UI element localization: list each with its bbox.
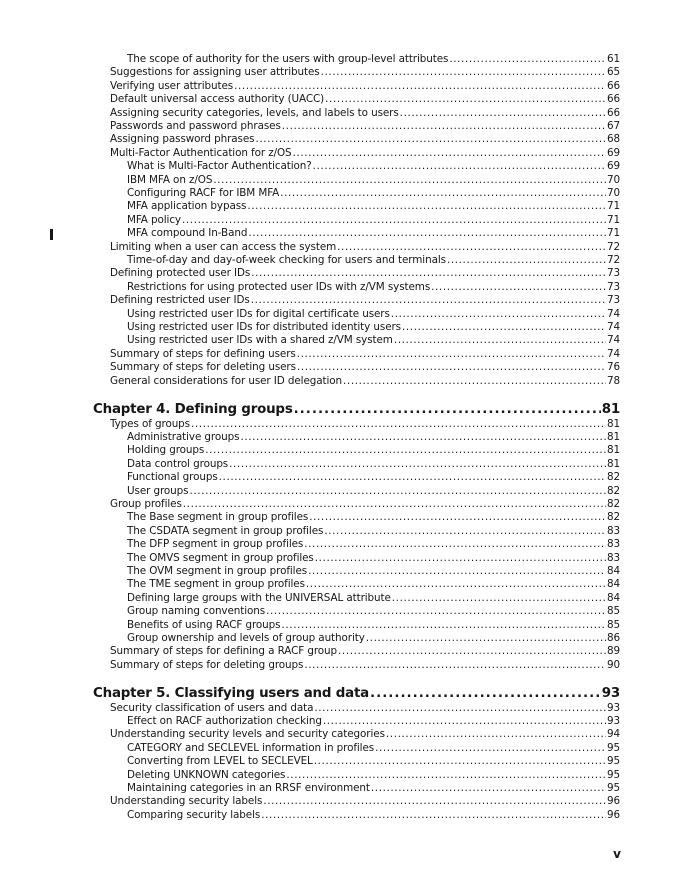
toc-entry[interactable]: [127, 444, 620, 457]
toc-dot-leader: [391, 308, 606, 321]
toc-entry-title: General considerations for user ID delegation: [110, 374, 343, 387]
toc-dot-leader: [251, 294, 606, 307]
toc-page-number: 69: [606, 160, 620, 173]
toc-entry-title: Suggestions for assigning user attributes: [110, 66, 320, 79]
toc-entry[interactable]: [127, 200, 620, 213]
toc-page-number: 81: [606, 457, 620, 470]
toc-entry-title: Benefits of using RACF groups: [127, 618, 281, 631]
toc-entry[interactable]: [110, 795, 620, 808]
toc-page-number: 73: [606, 267, 620, 280]
toc-entry[interactable]: [127, 592, 620, 605]
toc-chapter-heading[interactable]: [93, 401, 620, 418]
toc-dot-leader: [315, 552, 606, 565]
toc-dot-leader: [251, 267, 606, 280]
toc-page-number: 61: [606, 53, 620, 65]
toc-entry[interactable]: [110, 267, 620, 280]
toc-entry-title: Summary of steps for deleting users: [110, 361, 296, 374]
toc-entry[interactable]: [127, 715, 620, 728]
toc-page-number: 71: [606, 200, 620, 213]
toc-entry-title: The TME segment in group profiles: [127, 578, 305, 591]
toc-dot-leader: [219, 471, 606, 484]
toc-page-number: 93: [606, 701, 620, 714]
toc-entry[interactable]: [110, 133, 620, 146]
toc-dot-leader: [324, 525, 606, 538]
toc-dot-leader: [321, 66, 606, 79]
toc-entry[interactable]: [127, 458, 620, 471]
toc-page-number: 81: [606, 430, 620, 443]
toc-entry-title: Chapter 4. Defining groups: [93, 402, 293, 417]
toc-entry[interactable]: [127, 254, 620, 267]
toc-entry[interactable]: [110, 645, 620, 658]
toc-entry-title: The Base segment in group profiles: [127, 511, 309, 524]
toc-page-number: 82: [606, 511, 620, 524]
toc-page-number: 74: [606, 307, 620, 320]
toc-dot-leader: [234, 80, 606, 93]
toc-entry-title: Security classification of users and data: [110, 701, 314, 714]
toc-page-number: 83: [606, 524, 620, 537]
toc-entry[interactable]: [127, 281, 620, 294]
toc-entry[interactable]: [127, 565, 620, 578]
toc-entry-title: Summary of steps for deleting groups: [110, 658, 304, 671]
toc-entry[interactable]: [127, 160, 620, 173]
toc-entry-title: Defining protected user IDs: [110, 267, 251, 280]
toc-dot-leader: [431, 281, 606, 294]
toc-page-number: 70: [606, 187, 620, 199]
toc-entry-title: MFA policy: [127, 213, 181, 226]
toc-entry[interactable]: [110, 728, 620, 741]
toc-page-number: 85: [606, 605, 620, 618]
toc-dot-leader: [191, 418, 606, 431]
toc-entry[interactable]: [127, 214, 620, 227]
toc-dot-leader: [189, 485, 605, 498]
toc-entry-title: What is Multi-Factor Authentication?: [127, 160, 312, 173]
toc-chapter-heading[interactable]: [93, 685, 620, 702]
toc-page-number: 83: [606, 538, 620, 551]
toc-page-number: 86: [606, 631, 620, 644]
toc-entry-title: MFA compound In-Band: [127, 227, 248, 240]
toc-dot-leader: [309, 511, 606, 524]
toc-entry[interactable]: [127, 431, 620, 444]
toc-entry-title: Converting from LEVEL to SECLEVEL: [127, 755, 313, 768]
toc-page-number: 81: [606, 444, 620, 457]
toc-entry-title: Maintaining categories in an RRSF environment: [127, 782, 370, 794]
toc-entry-title: Understanding security levels and security categories: [110, 728, 385, 741]
toc-page-number: 93: [601, 686, 620, 702]
toc-dot-leader: [325, 93, 606, 106]
toc-dot-leader: [294, 401, 601, 418]
toc-entry-title: IBM MFA on z/OS: [127, 173, 213, 186]
toc-entry[interactable]: [110, 418, 620, 431]
toc-entry[interactable]: [110, 375, 620, 388]
toc-dot-leader: [370, 685, 601, 702]
toc-entry-title: Summary of steps for defining users: [110, 347, 296, 360]
toc-entry[interactable]: [110, 107, 620, 120]
toc-entry[interactable]: [127, 755, 620, 768]
toc-entry[interactable]: [110, 348, 620, 361]
toc-dot-leader: [247, 200, 606, 213]
toc-entry[interactable]: [127, 809, 620, 822]
toc-entry-title: Defining large groups with the UNIVERSAL attribute: [127, 591, 391, 604]
toc-entry-title: The OVM segment in group profiles: [127, 564, 308, 577]
toc-page-number: 69: [606, 146, 620, 159]
toc-entry-title: Time-of-day and day-of-week checking for users and terminals: [127, 254, 446, 266]
toc-dot-leader: [261, 809, 606, 822]
toc-entry-title: Group naming conventions: [127, 605, 266, 618]
toc-page-number: 71: [606, 213, 620, 226]
toc-entry-title: Defining restricted user IDs: [110, 294, 250, 307]
toc-dot-leader: [281, 619, 605, 632]
toc-entry-title: Using restricted user IDs for distributed identity users: [127, 321, 401, 333]
toc-entry-title: Using restricted user IDs for digital certificate users: [127, 307, 390, 320]
toc-dot-leader: [304, 659, 606, 672]
toc-dot-leader: [447, 254, 606, 267]
toc-page-number: 73: [606, 280, 620, 293]
toc-entry-title: The DFP segment in group profiles: [127, 538, 304, 551]
toc-entry-title: User groups: [127, 484, 189, 497]
toc-entry-title: Verifying user attributes: [110, 79, 234, 92]
toc-page-number: 83: [606, 551, 620, 564]
toc-dot-leader: [304, 538, 606, 551]
toc-dot-leader: [386, 728, 606, 741]
toc-entry-title: Chapter 5. Classifying users and data: [93, 686, 370, 702]
toc-dot-leader: [306, 578, 606, 591]
toc-page-number: 72: [606, 240, 620, 253]
toc-entry-title: Comparing security labels: [127, 808, 261, 821]
toc-page-number: 74: [606, 321, 620, 333]
toc-entry[interactable]: [127, 485, 620, 498]
toc-dot-leader: [213, 174, 606, 187]
toc-dot-leader: [394, 334, 606, 347]
toc-entry-title: Limiting when a user can access the system: [110, 240, 337, 253]
toc-entry-title: Deleting UNKNOWN categories: [127, 768, 286, 781]
toc-entry[interactable]: [110, 361, 620, 374]
toc-entry-title: Group ownership and levels of group authority: [127, 631, 365, 644]
toc-entry-title: Configuring RACF for IBM MFA: [127, 187, 280, 199]
toc-page-number: 82: [606, 497, 620, 510]
toc-dot-leader: [371, 782, 606, 795]
toc-entry-title: Assigning security categories, levels, and labels to users: [110, 106, 399, 119]
toc-page-number: 65: [606, 66, 620, 79]
toc-page-number: 76: [606, 361, 620, 374]
toc-page-number: 81: [606, 417, 620, 430]
toc-entry-title: Effect on RACF authorization checking: [127, 715, 322, 727]
toc-dot-leader: [314, 755, 606, 768]
toc-dot-leader: [392, 592, 606, 605]
toc-entry[interactable]: [110, 294, 620, 307]
toc-page-number: 94: [606, 728, 620, 741]
toc-page-number: 81: [601, 402, 620, 417]
toc-entry[interactable]: [127, 321, 620, 334]
toc-page-number: 84: [606, 578, 620, 591]
toc-dot-leader: [343, 375, 606, 388]
toc-entry[interactable]: [127, 511, 620, 524]
toc-entry[interactable]: [127, 187, 620, 200]
toc-entry[interactable]: [127, 619, 620, 632]
toc-dot-leader: [400, 107, 606, 120]
toc-entry[interactable]: [110, 120, 620, 133]
toc-entry-title: Administrative groups: [127, 430, 240, 443]
toc-dot-leader: [449, 53, 606, 66]
toc-dot-leader: [338, 645, 606, 658]
toc-entry[interactable]: [127, 605, 620, 618]
toc-dot-leader: [323, 715, 606, 728]
toc-page-number: 74: [606, 347, 620, 360]
toc-entry[interactable]: [127, 742, 620, 755]
toc-page-number: 85: [606, 618, 620, 631]
toc-dot-leader: [366, 632, 606, 645]
toc-entry-title: The CSDATA segment in group profiles: [127, 524, 324, 537]
toc-entry[interactable]: [127, 782, 620, 795]
toc-entry[interactable]: [127, 471, 620, 484]
toc-entry[interactable]: [127, 552, 620, 565]
toc-entry-title: Restrictions for using protected user IDs with z/VM systems: [127, 280, 431, 293]
toc-page-number: 71: [606, 227, 620, 240]
toc-page-number: 66: [606, 106, 620, 119]
toc-page-number: 74: [606, 334, 620, 347]
toc-dot-leader: [375, 742, 606, 755]
toc-entry[interactable]: [110, 659, 620, 672]
toc-entry[interactable]: [127, 334, 620, 347]
toc-page-number: 82: [606, 484, 620, 497]
toc-page-number: 67: [606, 120, 620, 132]
toc-entry-title: Understanding security labels: [110, 795, 263, 808]
toc-entry[interactable]: [127, 769, 620, 782]
toc-entry-title: Passwords and password phrases: [110, 120, 281, 132]
toc-entry-title: The OMVS segment in group profiles: [127, 551, 314, 564]
toc-page-number: 84: [606, 591, 620, 604]
toc-dot-leader: [297, 348, 606, 361]
toc-page-number: 95: [606, 782, 620, 794]
toc-entry[interactable]: [110, 80, 620, 93]
toc-entry-title: Assigning password phrases: [110, 133, 255, 146]
toc-entry[interactable]: [110, 66, 620, 79]
toc-dot-leader: [314, 702, 606, 715]
toc-entry-title: Holding groups: [127, 444, 205, 457]
toc-entry[interactable]: [110, 241, 620, 254]
toc-page-number: 89: [606, 645, 620, 658]
toc-entry[interactable]: [127, 538, 620, 551]
toc-dot-leader: [183, 498, 606, 511]
toc-entry-title: Functional groups: [127, 471, 218, 484]
toc-dot-leader: [263, 795, 606, 808]
toc-page-number: 70: [606, 173, 620, 186]
toc-dot-leader: [282, 120, 606, 133]
toc-entry[interactable]: [127, 53, 620, 66]
toc-page-number: 95: [606, 755, 620, 768]
toc-page-number: 82: [606, 471, 620, 484]
toc-entry[interactable]: [127, 632, 620, 645]
toc-dot-leader: [255, 133, 606, 146]
toc-dot-leader: [297, 361, 606, 374]
toc-page-number: 72: [606, 254, 620, 266]
toc-entry-title: Default universal access authority (UACC): [110, 93, 325, 106]
toc-dot-leader: [337, 241, 606, 254]
toc-entry-title: Summary of steps for defining a RACF group: [110, 645, 338, 658]
toc-entry[interactable]: [127, 227, 620, 240]
toc-entry-title: Data control groups: [127, 457, 229, 470]
toc-dot-leader: [182, 214, 606, 227]
toc-dot-leader: [313, 160, 606, 173]
toc-entry-title: Types of groups: [110, 417, 190, 430]
toc-entry-title: MFA application bypass: [127, 200, 247, 213]
toc-entry-title: Using restricted user IDs with a shared z/VM system: [127, 334, 393, 347]
toc-page-number: 95: [606, 768, 620, 781]
toc-dot-leader: [293, 147, 606, 160]
toc-page-number: 68: [606, 133, 620, 146]
revision-change-bar: [50, 229, 53, 240]
toc-dot-leader: [248, 227, 606, 240]
toc-entry[interactable]: [127, 578, 620, 591]
toc-entry[interactable]: [127, 525, 620, 538]
toc-entry-title: Group profiles: [110, 497, 182, 510]
toc-page-number: 96: [606, 795, 620, 808]
toc-dot-leader: [266, 605, 606, 618]
toc-page-number: 66: [606, 79, 620, 92]
toc-page-number: 78: [606, 374, 620, 387]
toc-entry[interactable]: [110, 93, 620, 106]
toc-page-number: 84: [606, 564, 620, 577]
toc-entry[interactable]: [127, 308, 620, 321]
toc-page-number: 95: [606, 741, 620, 754]
toc-entry[interactable]: [110, 702, 620, 715]
toc-page-number: 96: [606, 808, 620, 821]
page-number: v: [613, 847, 621, 861]
toc-dot-leader: [280, 187, 606, 200]
toc-dot-leader: [286, 769, 606, 782]
toc-page-number: 66: [606, 93, 620, 106]
toc-page-number: 90: [606, 658, 620, 671]
toc-dot-leader: [308, 565, 606, 578]
toc-dot-leader: [229, 458, 606, 471]
toc-entry-title: Multi-Factor Authentication for z/OS: [110, 146, 292, 159]
toc-dot-leader: [205, 444, 606, 457]
toc-entry-title: CATEGORY and SECLEVEL information in profiles: [127, 741, 375, 754]
toc-dot-leader: [240, 431, 606, 444]
toc-entry[interactable]: [110, 498, 620, 511]
toc-page-number: 73: [606, 294, 620, 307]
toc-dot-leader: [402, 321, 606, 334]
toc-entry[interactable]: [127, 174, 620, 187]
toc-entry-title: The scope of authority for the users with group-level attributes: [127, 53, 449, 65]
toc-entry[interactable]: [110, 147, 620, 160]
toc-page-number: 93: [606, 715, 620, 727]
